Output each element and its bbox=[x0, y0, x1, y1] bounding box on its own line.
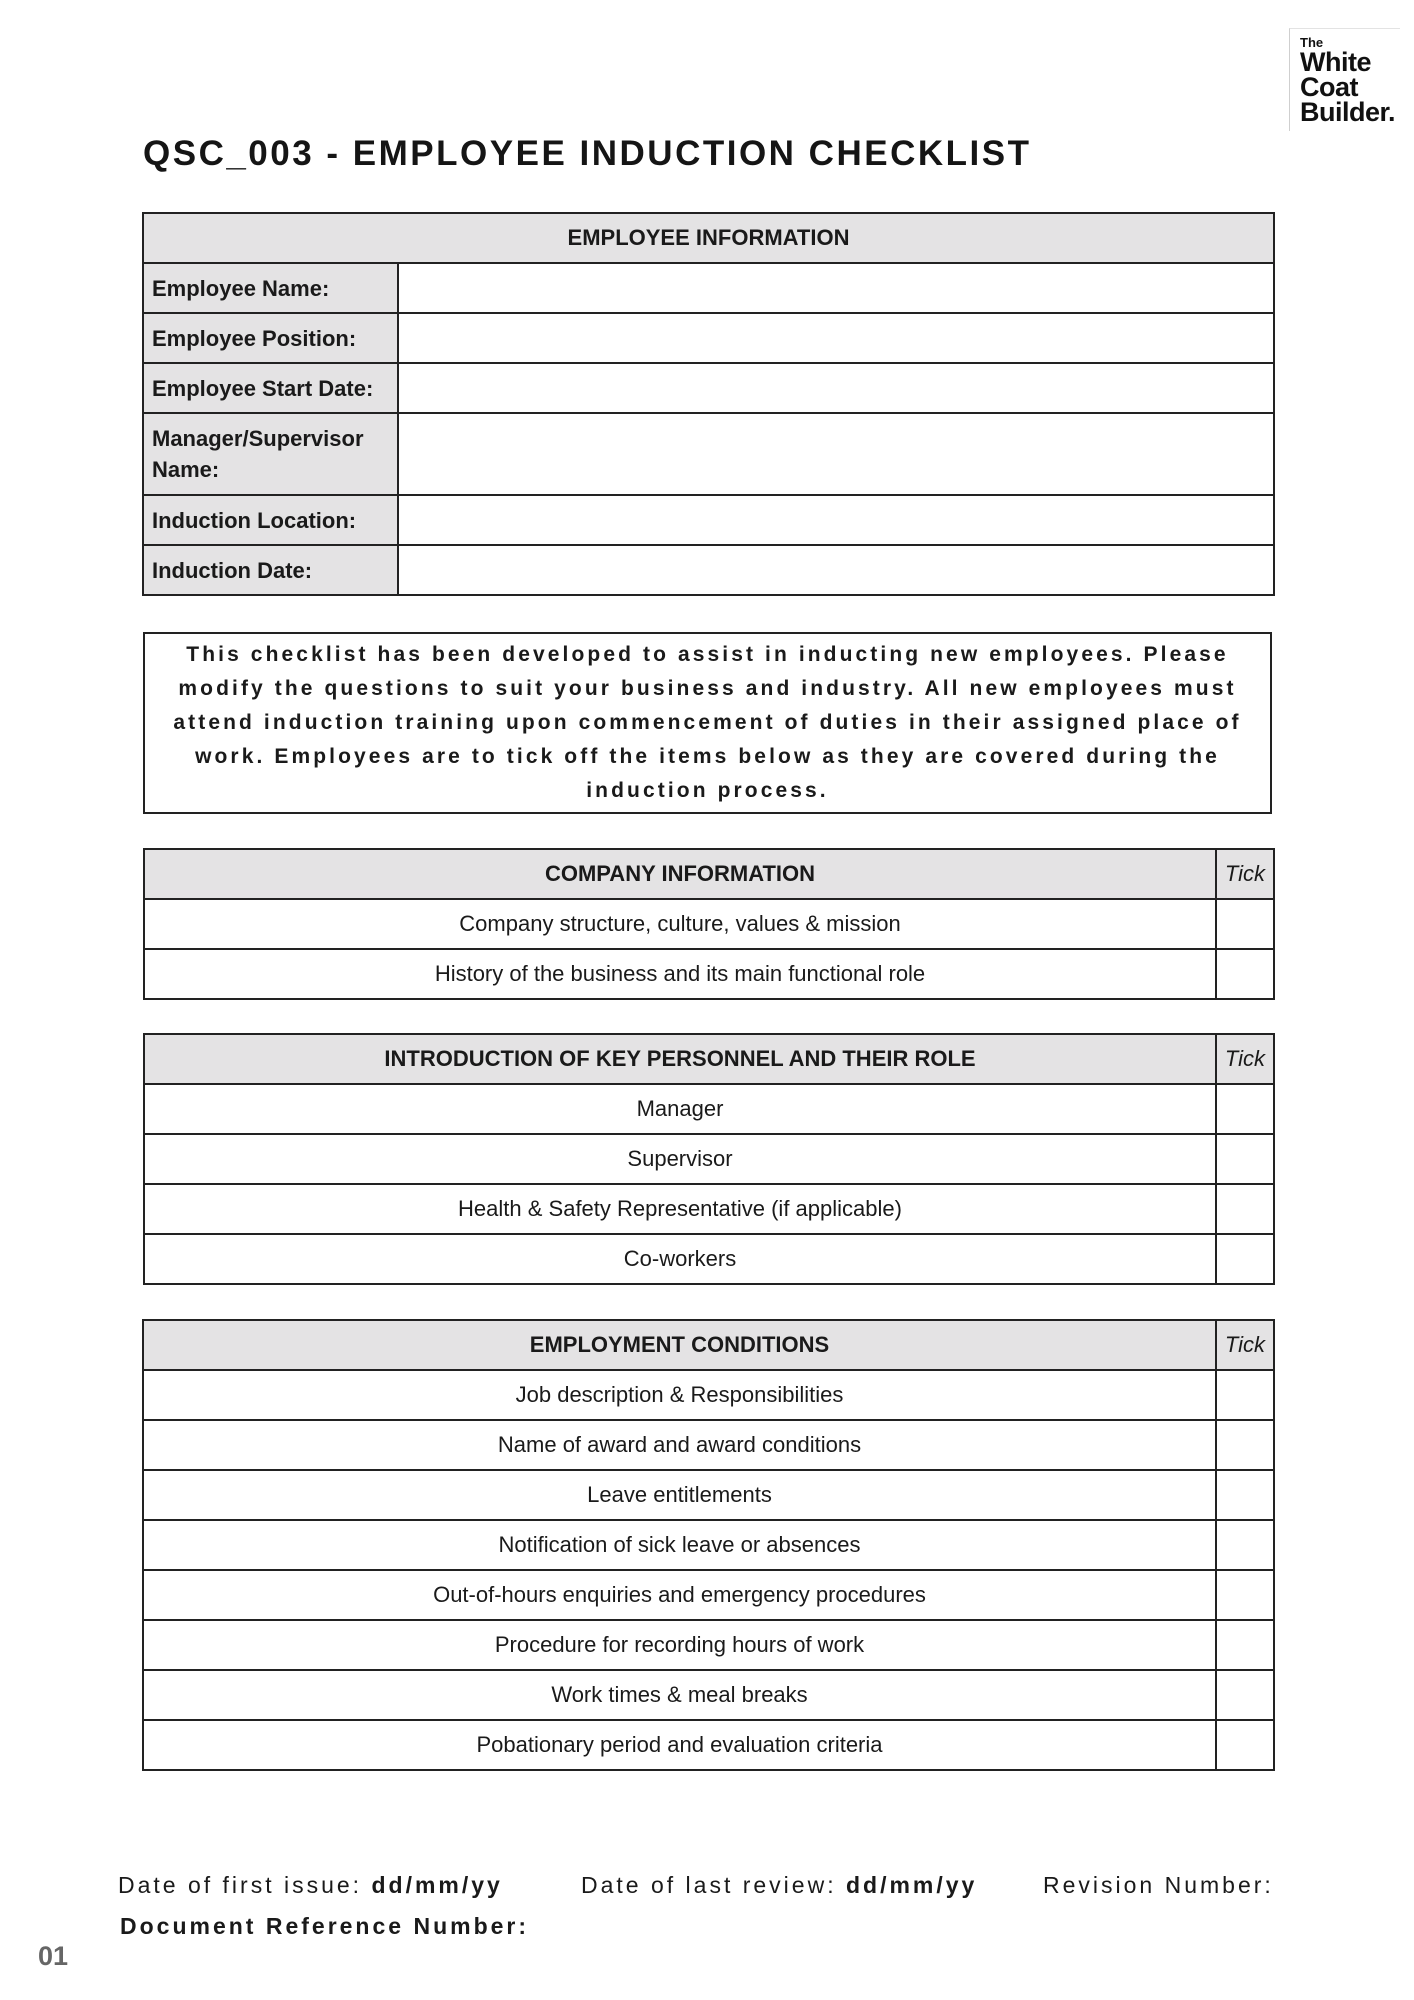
document-reference-label: Document Reference Number: bbox=[120, 1913, 530, 1939]
tick-box[interactable] bbox=[1216, 1084, 1274, 1134]
tick-box[interactable] bbox=[1216, 1620, 1274, 1670]
employee-start-date-field[interactable] bbox=[398, 363, 1274, 413]
revision-number bbox=[1043, 1872, 1274, 1899]
checklist-item: Notification of sick leave or absences bbox=[143, 1520, 1216, 1570]
manager-supervisor-name-field[interactable] bbox=[398, 413, 1274, 495]
checklist-item: Co-workers bbox=[144, 1234, 1216, 1284]
employee-start-date-label: Employee Start Date: bbox=[143, 363, 398, 413]
checklist-item: Out-of-hours enquiries and emergency procedures bbox=[143, 1570, 1216, 1620]
first-issue-label: Date of first issue: bbox=[118, 1872, 363, 1898]
checklist-item: Manager bbox=[144, 1084, 1216, 1134]
tick-box[interactable] bbox=[1216, 1570, 1274, 1620]
induction-location-label: Induction Location: bbox=[143, 495, 398, 545]
tick-column-header: Tick bbox=[1216, 849, 1274, 899]
tick-box[interactable] bbox=[1216, 1420, 1274, 1470]
company-logo bbox=[1289, 28, 1400, 131]
page-number: 01 bbox=[38, 1941, 69, 1971]
page-title: QSC_003 - EMPLOYEE INDUCTION CHECKLIST bbox=[143, 134, 1032, 173]
checklist-item: History of the business and its main functional role bbox=[144, 949, 1216, 999]
tick-box[interactable] bbox=[1216, 1234, 1274, 1284]
employment-conditions-header: EMPLOYMENT CONDITIONS bbox=[143, 1320, 1216, 1370]
checklist-item: Work times & meal breaks bbox=[143, 1670, 1216, 1720]
logo-line-white: White bbox=[1300, 47, 1371, 77]
tick-box[interactable] bbox=[1216, 1134, 1274, 1184]
key-personnel-header: INTRODUCTION OF KEY PERSONNEL AND THEIR ROLE bbox=[144, 1034, 1216, 1084]
tick-box[interactable] bbox=[1216, 949, 1274, 999]
employee-position-label: Employee Position: bbox=[143, 313, 398, 363]
employee-name-field[interactable] bbox=[398, 263, 1274, 313]
first-issue-date bbox=[118, 1872, 503, 1899]
last-review-label: Date of last review: bbox=[581, 1872, 837, 1898]
tick-box[interactable] bbox=[1216, 1184, 1274, 1234]
induction-date-label: Induction Date: bbox=[143, 545, 398, 595]
last-review-date bbox=[581, 1872, 977, 1899]
checklist-item: Company structure, culture, values & mission bbox=[144, 899, 1216, 949]
manager-supervisor-name-label: Manager/Supervisor Name: bbox=[143, 413, 398, 495]
revision-label: Revision Number: bbox=[1043, 1872, 1274, 1898]
induction-location-field[interactable] bbox=[398, 495, 1274, 545]
last-review-value: dd/mm/yy bbox=[845, 1872, 978, 1898]
tick-box[interactable] bbox=[1216, 1370, 1274, 1420]
document-reference bbox=[120, 1913, 529, 1940]
tick-box[interactable] bbox=[1216, 1720, 1274, 1770]
company-information-table bbox=[143, 848, 1275, 1000]
key-personnel-table bbox=[143, 1033, 1275, 1285]
employee-info-header: EMPLOYEE INFORMATION bbox=[143, 213, 1274, 263]
induction-date-field[interactable] bbox=[398, 545, 1274, 595]
employee-info-table bbox=[142, 212, 1275, 596]
checklist-item: Procedure for recording hours of work bbox=[143, 1620, 1216, 1670]
checklist-item: Supervisor bbox=[144, 1134, 1216, 1184]
logo-line-builder: Builder. bbox=[1300, 97, 1396, 127]
tick-box[interactable] bbox=[1216, 899, 1274, 949]
checklist-item: Health & Safety Representative (if applicable) bbox=[144, 1184, 1216, 1234]
checklist-item: Leave entitlements bbox=[143, 1470, 1216, 1520]
checklist-item: Pobationary period and evaluation criteria bbox=[143, 1720, 1216, 1770]
first-issue-value: dd/mm/yy bbox=[371, 1872, 503, 1898]
tick-box[interactable] bbox=[1216, 1470, 1274, 1520]
tick-box[interactable] bbox=[1216, 1670, 1274, 1720]
tick-column-header: Tick bbox=[1216, 1034, 1274, 1084]
employee-position-field[interactable] bbox=[398, 313, 1274, 363]
company-information-header: COMPANY INFORMATION bbox=[144, 849, 1216, 899]
checklist-item: Job description & Responsibilities bbox=[143, 1370, 1216, 1420]
logo-line-coat: Coat bbox=[1300, 72, 1358, 102]
instructions-notice: This checklist has been developed to assist in inducting new employees. Please modify the questions to suit your business and industry. All new employees must attend induction training upon commencement of duties in their assigned place of work. Employees are to tick off the items below as they are covered during the induction process. bbox=[143, 632, 1272, 814]
tick-box[interactable] bbox=[1216, 1520, 1274, 1570]
checklist-item: Name of award and award conditions bbox=[143, 1420, 1216, 1470]
employee-name-label: Employee Name: bbox=[143, 263, 398, 313]
employment-conditions-table bbox=[142, 1319, 1275, 1771]
tick-column-header: Tick bbox=[1216, 1320, 1274, 1370]
logo-line-the: The bbox=[1300, 35, 1324, 50]
